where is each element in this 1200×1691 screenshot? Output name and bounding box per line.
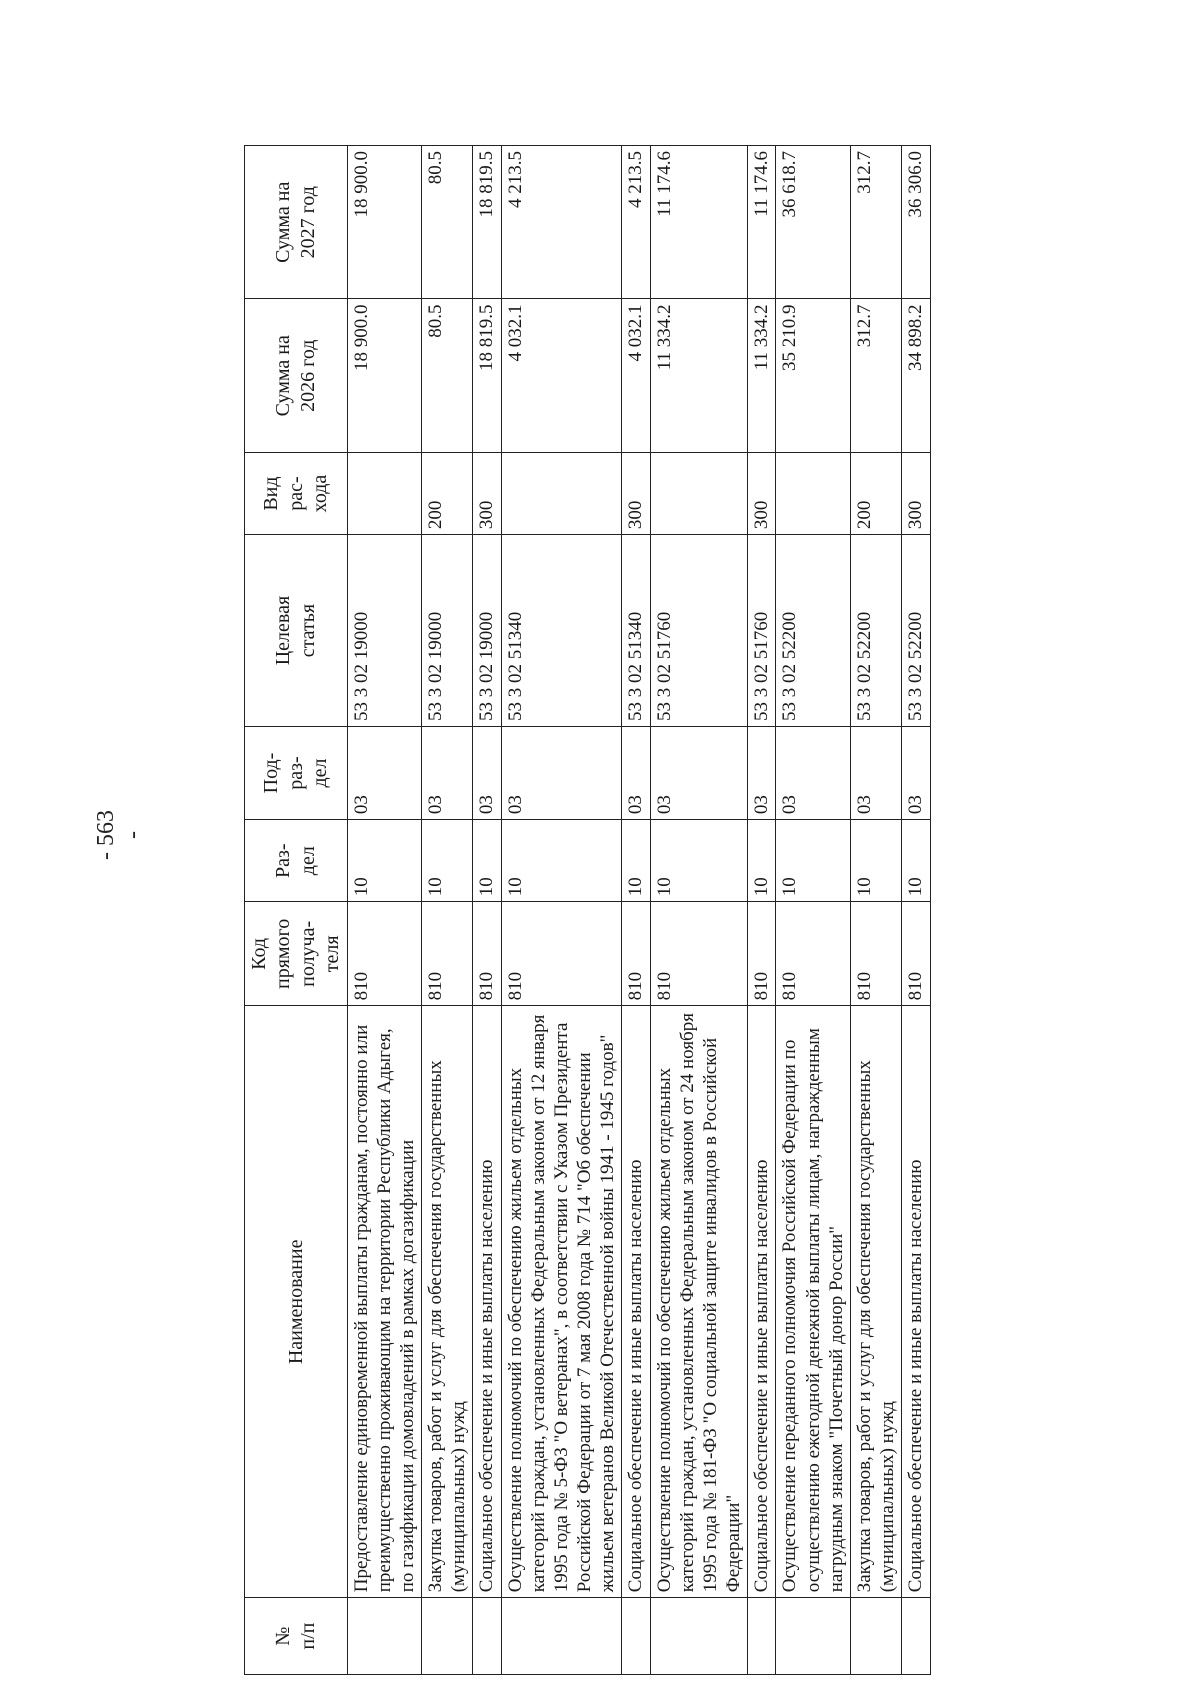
cell-celevaya-statya: 53 3 02 51760 <box>748 535 776 727</box>
cell-sum-2027: 4 213.5 <box>501 146 622 300</box>
cell-vid-rashoda: 300 <box>902 452 930 534</box>
cell-podrazdel: 03 <box>902 726 930 819</box>
cell-sum-2027: 312.7 <box>851 146 902 300</box>
cell-sum-2027: 11 174.6 <box>748 146 776 300</box>
cell-vid-rashoda: 300 <box>622 452 650 534</box>
cell-razdel: 10 <box>650 820 748 902</box>
cell-vid-rashoda: 300 <box>473 452 501 534</box>
cell-celevaya-statya: 53 3 02 52200 <box>851 535 902 727</box>
cell-name: Социальное обеспечение и иные выплаты населению <box>748 1006 776 1598</box>
cell-sum-2026: 312.7 <box>851 299 902 452</box>
cell-podrazdel: 03 <box>748 726 776 819</box>
cell-celevaya-statya: 53 3 02 19000 <box>422 535 473 727</box>
cell-sum-2026: 4 032.1 <box>622 299 650 452</box>
cell-razdel: 10 <box>622 820 650 902</box>
table-row <box>501 146 622 1675</box>
cell-sum-2026: 18 819.5 <box>473 299 501 452</box>
cell-name: Социальное обеспечение и иные выплаты населению <box>902 1006 930 1598</box>
cell-name: Социальное обеспечение и иные выплаты населению <box>622 1006 650 1598</box>
cell-celevaya-statya: 53 3 02 19000 <box>473 535 501 727</box>
cell-vid-rashoda <box>650 452 748 534</box>
table-row <box>851 146 902 1675</box>
header-sum-2026: Сумма на 2026 год <box>245 299 348 452</box>
cell-razdel: 10 <box>748 820 776 902</box>
page-number: - 563 - <box>93 810 146 860</box>
cell-no <box>650 1598 748 1675</box>
cell-name: Осуществление полномочий по обеспечению жильем отдельных категорий граждан, установленных Федеральным законом от 12 января 1995 года № 5-ФЗ "О ветеранах", в соответствии с Указом Президента Российской Федерации от 7 мая 2008 года № 714 "Об обеспечении жильем ветеранов Великой Отечественной войны 1941 - 1945 годов" <box>501 1006 622 1598</box>
cell-podrazdel: 03 <box>473 726 501 819</box>
cell-kod: 810 <box>650 902 748 1006</box>
cell-kod: 810 <box>622 902 650 1006</box>
cell-sum-2026: 35 210.9 <box>776 299 851 452</box>
cell-celevaya-statya: 53 3 02 19000 <box>347 535 422 727</box>
table-row <box>473 146 501 1675</box>
table-row <box>902 146 930 1675</box>
cell-kod: 810 <box>748 902 776 1006</box>
cell-sum-2026: 18 900.0 <box>347 299 422 452</box>
cell-celevaya-statya: 53 3 02 51340 <box>501 535 622 727</box>
cell-podrazdel: 03 <box>776 726 851 819</box>
cell-kod: 810 <box>501 902 622 1006</box>
header-no: № п/п <box>245 1598 348 1675</box>
rotated-table-container <box>244 145 1184 1675</box>
cell-razdel: 10 <box>473 820 501 902</box>
cell-sum-2027: 36 618.7 <box>776 146 851 300</box>
cell-sum-2027: 80.5 <box>422 146 473 300</box>
cell-sum-2026: 34 898.2 <box>902 299 930 452</box>
cell-celevaya-statya: 53 3 02 51340 <box>622 535 650 727</box>
cell-kod: 810 <box>851 902 902 1006</box>
cell-name: Осуществление полномочий по обеспечению жильем отдельных категорий граждан, установленных Федеральным законом от 24 ноября 1995 года № 181-ФЗ "О социальной защите инвалидов в Российской Федерации" <box>650 1006 748 1598</box>
cell-sum-2026: 11 334.2 <box>748 299 776 452</box>
cell-kod: 810 <box>776 902 851 1006</box>
cell-podrazdel: 03 <box>501 726 622 819</box>
cell-podrazdel: 03 <box>650 726 748 819</box>
cell-podrazdel: 03 <box>347 726 422 819</box>
cell-podrazdel: 03 <box>851 726 902 819</box>
cell-vid-rashoda <box>347 452 422 534</box>
table-row <box>776 146 851 1675</box>
cell-kod: 810 <box>347 902 422 1006</box>
header-razdel: Раз- дел <box>245 820 348 902</box>
cell-vid-rashoda: 200 <box>422 452 473 534</box>
cell-no <box>347 1598 422 1675</box>
cell-kod: 810 <box>473 902 501 1006</box>
cell-celevaya-statya: 53 3 02 52200 <box>776 535 851 727</box>
cell-no <box>776 1598 851 1675</box>
cell-sum-2026: 4 032.1 <box>501 299 622 452</box>
cell-no <box>902 1598 930 1675</box>
cell-kod: 810 <box>422 902 473 1006</box>
cell-sum-2027: 18 819.5 <box>473 146 501 300</box>
cell-name: Закупка товаров, работ и услуг для обеспечения государственных (муниципальных) нужд <box>422 1006 473 1598</box>
table-row <box>422 146 473 1675</box>
table-row <box>650 146 748 1675</box>
cell-no <box>748 1598 776 1675</box>
cell-sum-2027: 11 174.6 <box>650 146 748 300</box>
cell-vid-rashoda <box>501 452 622 534</box>
header-podrazdel: Под- раз- дел <box>245 726 348 819</box>
cell-vid-rashoda: 300 <box>748 452 776 534</box>
cell-razdel: 10 <box>776 820 851 902</box>
cell-vid-rashoda <box>776 452 851 534</box>
header-name: Наименование <box>245 1006 348 1598</box>
header-celevaya-statya: Целевая статья <box>245 535 348 727</box>
cell-sum-2027: 36 306.0 <box>902 146 930 300</box>
table-row <box>622 146 650 1675</box>
cell-kod: 810 <box>902 902 930 1006</box>
budget-table <box>244 145 931 1675</box>
table-row <box>748 146 776 1675</box>
cell-sum-2027: 18 900.0 <box>347 146 422 300</box>
header-kod: Код прямого получа- теля <box>245 902 348 1006</box>
cell-podrazdel: 03 <box>422 726 473 819</box>
table-body <box>347 146 930 1675</box>
cell-celevaya-statya: 53 3 02 51760 <box>650 535 748 727</box>
cell-sum-2027: 4 213.5 <box>622 146 650 300</box>
table-header-row <box>245 146 348 1675</box>
cell-razdel: 10 <box>851 820 902 902</box>
cell-no <box>473 1598 501 1675</box>
cell-no <box>622 1598 650 1675</box>
table-row <box>347 146 422 1675</box>
cell-name: Социальное обеспечение и иные выплаты населению <box>473 1006 501 1598</box>
cell-razdel: 10 <box>422 820 473 902</box>
cell-name: Закупка товаров, работ и услуг для обеспечения государственных (муниципальных) нужд <box>851 1006 902 1598</box>
cell-podrazdel: 03 <box>622 726 650 819</box>
cell-razdel: 10 <box>347 820 422 902</box>
cell-celevaya-statya: 53 3 02 52200 <box>902 535 930 727</box>
cell-razdel: 10 <box>902 820 930 902</box>
cell-sum-2026: 80.5 <box>422 299 473 452</box>
cell-vid-rashoda: 200 <box>851 452 902 534</box>
header-vid-rashoda: Вид рас- хода <box>245 452 348 534</box>
header-sum-2027: Сумма на 2027 год <box>245 146 348 300</box>
cell-name: Осуществление переданного полномочия Российской Федерации по осуществлению ежегодной денежной выплаты лицам, награжденным нагрудным знаком "Почетный донор России" <box>776 1006 851 1598</box>
cell-sum-2026: 11 334.2 <box>650 299 748 452</box>
cell-no <box>851 1598 902 1675</box>
cell-no <box>501 1598 622 1675</box>
cell-name: Предоставление единовременной выплаты гражданам, постоянно или преимущественно проживающим на территории Республики Адыгея, по газификации домовладений в рамках догазификации <box>347 1006 422 1598</box>
cell-no <box>422 1598 473 1675</box>
cell-razdel: 10 <box>501 820 622 902</box>
